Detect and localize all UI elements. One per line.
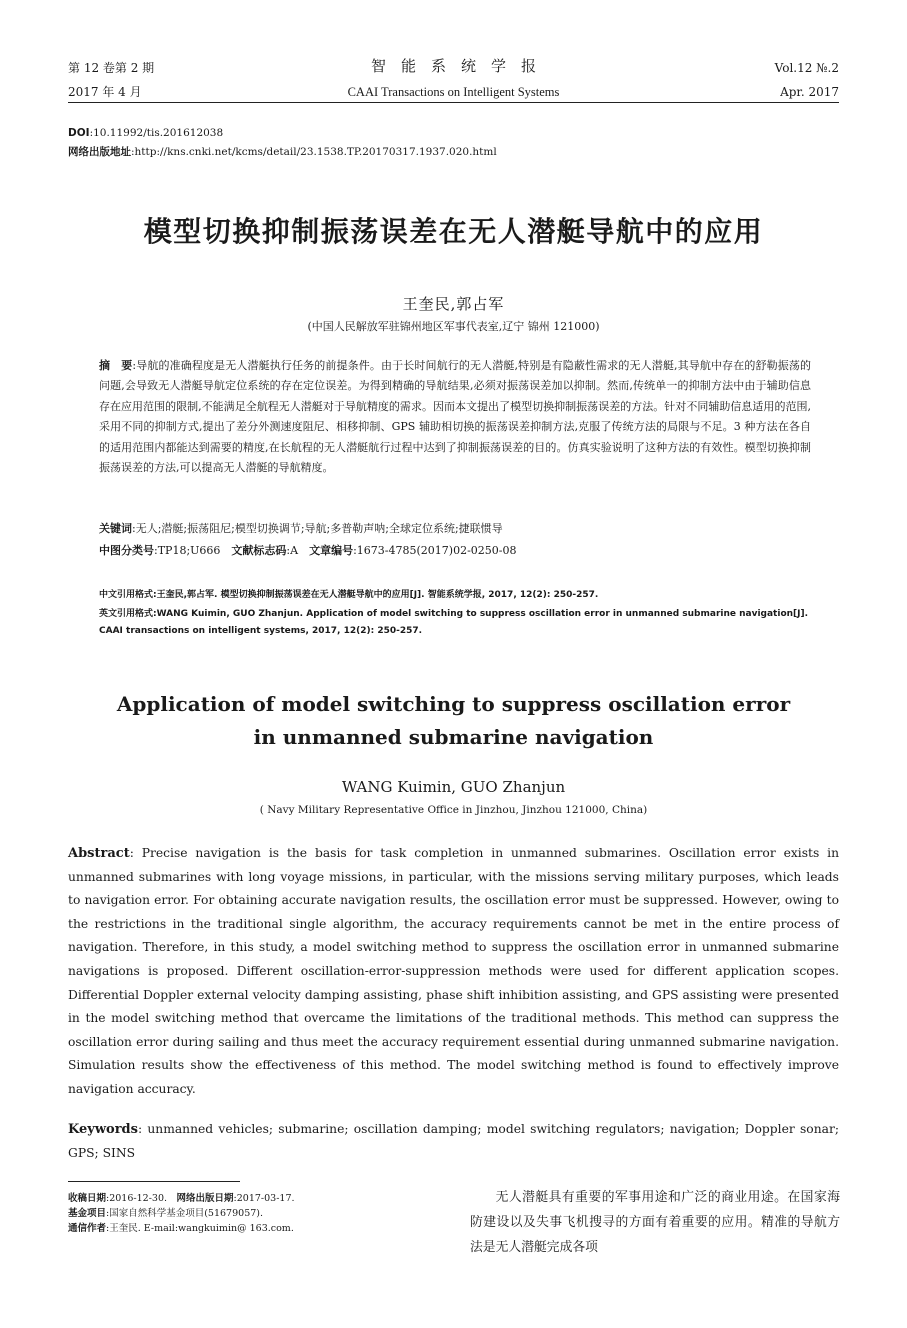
- footnote-corresponding: [68, 1221, 428, 1236]
- keywords-cn-text: :无人;潜艇;振荡阻尼;模型切换调节;导航;多普勒声呐;全球定位系统;捷联惯导: [132, 522, 503, 535]
- abstract-cn: [99, 356, 811, 478]
- clc-value: :TP18;U666: [154, 544, 232, 557]
- footnote-rule: [68, 1181, 240, 1182]
- doi-line: [68, 125, 223, 142]
- citation-en-text: :WANG Kuimin, GUO Zhanjun. Application of model switching to suppress oscillation error in unmanned submarine navigation[J]. CAAI transactions on intelligent systems, 2017, 12(2): 250-257.: [99, 609, 809, 636]
- url-value: :http://kns.cnki.net/kcms/detail/23.1538.TP.20170317.1937.020.html: [131, 146, 497, 158]
- paper-title-en: [0, 688, 907, 754]
- citation-en: [99, 606, 814, 640]
- footnote-dates: [68, 1191, 428, 1206]
- abstract-en-label: Abstract: [68, 846, 130, 861]
- paper-title-en-line2: in unmanned submarine navigation: [253, 725, 654, 749]
- paper-title-en-line1: Application of model switching to suppress oscillation error: [116, 692, 791, 716]
- affiliation-en: ( Navy Military Representative Office in Jinzhou, Jinzhou 121000, China): [259, 804, 648, 816]
- corresponding-label: 通信作者: [68, 1223, 107, 1234]
- received-label: 收稿日期: [68, 1193, 107, 1204]
- doi-label: DOI: [68, 127, 90, 139]
- abstract-cn-text: :导航的准确程度是无人潜艇执行任务的前提条件。由于长时间航行的无人潜艇,特别是有隐蔽性需求的无人潜艇,其导航中存在的舒勒振荡的问题,会导致无人潜艇导航定位系统的存在定位误差。为得到精确的导航结果,必须对振荡误差加以抑制。然而,传统单一的抑制方法中由于辅助信息存在应用范围的限制,不能满足全航程无人潜艇对于导航精度的需求。因而本文提出了模型切换抑制振荡误差的方法。针对不同辅助信息适用的范围,采用不同的抑制方式,提出了差分外测速度阻尼、相移抑制、GPS 辅助相切换的振荡误差抑制方法,克服了传统方法的局限与不足。3 种方法在各自的适用范围内都能达到需要的精度,在长航程的无人潜艇航行过程中达到了抑制振荡误差的目的。仿真实验说明了这种方法的有效性。模型切换抑制振荡误差的方法,可以提高无人潜艇的导航精度。: [99, 359, 811, 475]
- volume-issue-cn: 第 12 卷第 2 期: [68, 61, 155, 75]
- corresponding-value: :王奎民. E-mail:wangkuimin@ 163.com.: [106, 1223, 294, 1234]
- authors-cn: 王奎民,郭占军: [402, 295, 505, 313]
- online-date-label: 网络出版日期: [176, 1193, 234, 1204]
- journal-name-en: CAAI Transactions on Intelligent Systems: [347, 85, 560, 99]
- volume-issue-en: Vol.12 №.2: [774, 61, 839, 75]
- date-en: Apr. 2017: [780, 85, 839, 99]
- article-no-label: 文章编号: [309, 544, 354, 557]
- intro-paragraph: 无人潜艇具有重要的军事用途和广泛的商业用途。在国家海防建设以及失事飞机搜寻的方面有着重要的应用。精准的导航方法是无人潜艇完成各项: [470, 1190, 840, 1255]
- fund-label: 基金项目: [68, 1208, 107, 1219]
- footnote-fund: [68, 1206, 428, 1221]
- article-no-value: :1673-4785(2017)02-0250-08: [353, 544, 517, 557]
- authors-en: WANG Kuimin, GUO Zhanjun: [341, 778, 566, 796]
- citation-cn: [99, 587, 814, 604]
- url-line: [68, 144, 497, 161]
- classification-line: [99, 541, 811, 561]
- citation-cn-text: :王奎民,郭占军. 模型切换抑制振荡误差在无人潜艇导航中的应用[J]. 智能系统学报, 2017, 12(2): 250-257.: [153, 590, 599, 600]
- keywords-en-label: Keywords: [68, 1122, 138, 1137]
- date-cn: 2017 年 4 月: [68, 85, 142, 99]
- clc-label: 中图分类号: [99, 544, 154, 557]
- paper-title-cn: 模型切换抑制振荡误差在无人潜艇导航中的应用: [143, 215, 764, 248]
- journal-name-cn: 智 能 系 统 学 报: [370, 57, 536, 75]
- fund-value: :国家自然科学基金项目(51679057).: [106, 1208, 264, 1219]
- keywords-en-text: : unmanned vehicles; submarine; oscillation damping; model switching regulators; navigation; Doppler sonar; GPS; SINS: [68, 1122, 839, 1160]
- doc-code-value: :A: [286, 544, 310, 557]
- citation-en-label: 英文引用格式: [99, 609, 154, 619]
- keywords-cn-label: 关键词: [99, 522, 132, 535]
- online-date-value: :2017-03-17.: [233, 1193, 295, 1204]
- doi-value: :10.11992/tis.201612038: [89, 127, 224, 139]
- doc-code-label: 文献标志码: [231, 544, 287, 557]
- keywords-cn: [99, 519, 811, 539]
- header-rule: [68, 102, 839, 103]
- citation-cn-label: 中文引用格式: [99, 590, 154, 600]
- affiliation-cn: (中国人民解放军驻锦州地区军事代表室,辽宁 锦州 121000): [307, 320, 600, 333]
- abstract-en-text: : Precise navigation is the basis for task completion in unmanned submarines. Oscillation error exists in unmanned submarines with long voyage missions, in particular, with the missions serving military purposes, which leads to navigation error. For obtaining accurate navigation results, the oscillation error must be suppressed. However, owing to the restrictions in the traditional single algorithm, the accuracy requirements cannot be met in the entire process of navigation. Therefore, in this study, a model switching method to suppress the oscillation error in unmanned submarine navigations is proposed. Different oscillation-error-suppression methods were used for different application scopes. Differential Doppler external velocity damping assisting, phase shift inhibition assisting, and GPS assisting were presented in the model switching method that overcame the limitations of the traditional methods. This method can suppress the oscillation error during sailing and thus meet the accuracy requirement essential during unmanned submarine navigation. Simulation results show the effectiveness of this method. The model switching method is found to effectively improve navigation accuracy.: [68, 846, 839, 1096]
- received-value: :2016-12-30.: [106, 1193, 177, 1204]
- abstract-cn-label: 摘 要: [99, 359, 133, 372]
- keywords-en: [68, 1118, 839, 1165]
- url-label: 网络出版地址: [68, 146, 131, 158]
- abstract-en: [68, 842, 839, 1102]
